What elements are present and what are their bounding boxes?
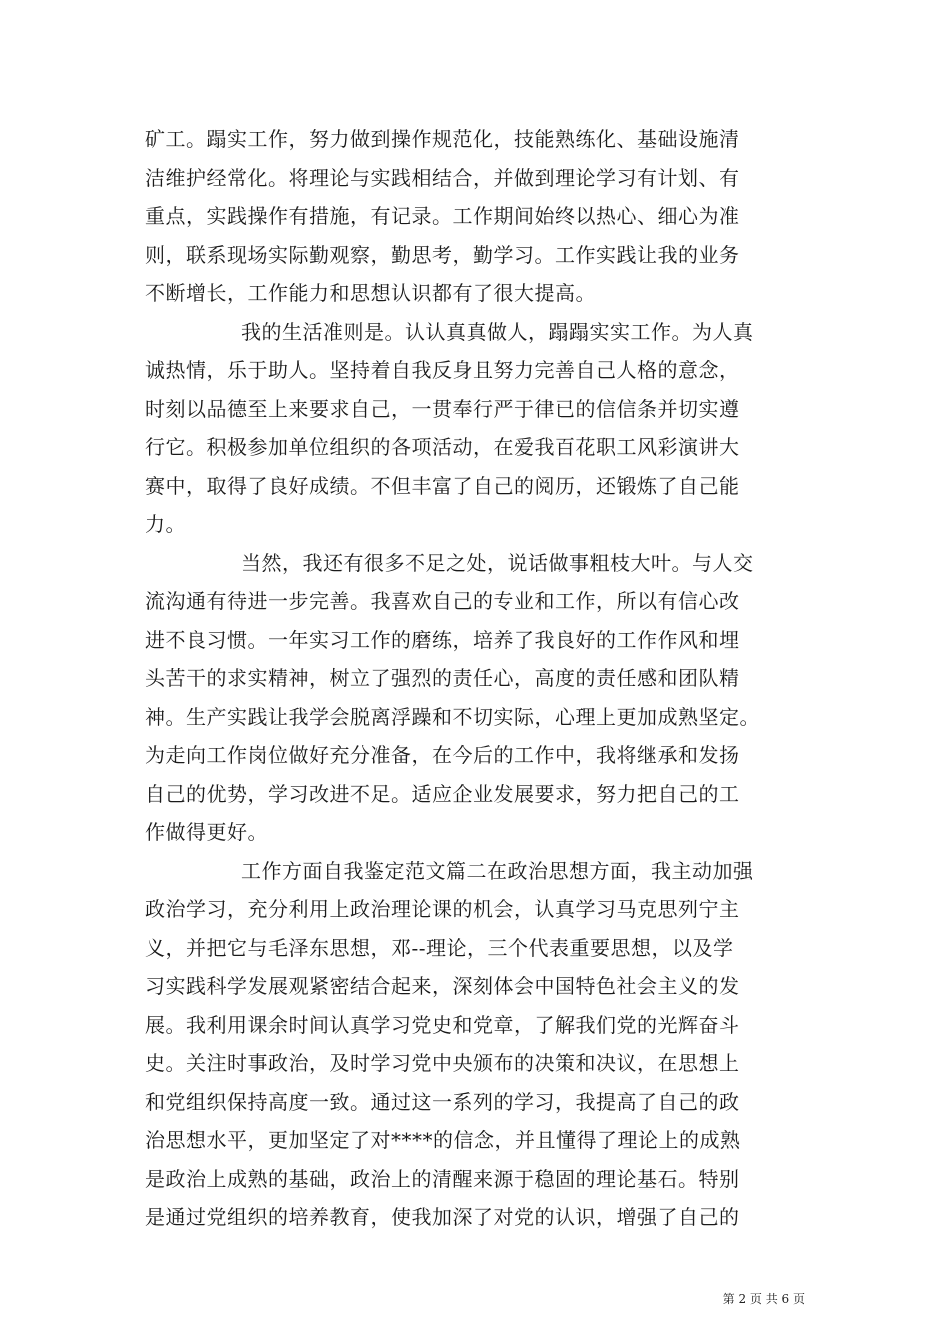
text-line: 诚热情，乐于助人。坚持着自我反身且努力完善自己人格的意念， <box>145 358 740 382</box>
text-line: 是政治上成熟的基础，政治上的清醒来源于稳固的理论基石。特别 <box>145 1166 740 1191</box>
text-line: 行它。积极参加单位组织的各项活动，在爱我百花职工风彩演讲大 <box>145 435 740 459</box>
text-line: 为走向工作岗位做好充分准备，在今后的工作中，我将继承和发扬 <box>145 743 740 767</box>
text-line: 进不良习惯。一年实习工作的磨练，培养了我良好的工作作风和埋 <box>145 627 740 652</box>
text-line: 习实践科学发展观紧密结合起来，深刻体会中国特色社会主义的发 <box>145 974 740 998</box>
text-line: 则，联系现场实际勤观察，勤思考，勤学习。工作实践让我的业务 <box>145 242 740 267</box>
text-line: 洁维护经常化。将理论与实践相结合，并做到理论学习有计划、有 <box>145 165 740 190</box>
text-line: 赛中，取得了良好成绩。不但丰富了自己的阅历，还锻炼了自己能 <box>145 473 740 498</box>
text-line: 流沟通有待进一步完善。我喜欢自己的专业和工作，所以有信心改 <box>145 589 740 613</box>
paragraph-start-line: 工作方面自我鉴定范文篇二在政治思想方面，我主动加强 <box>241 858 754 883</box>
text-line: 矿工。蹋实工作，努力做到操作规范化，技能熟练化、基础设施清 <box>145 127 740 151</box>
text-line: 是通过党组织的培养教育，使我加深了对党的认识，增强了自己的 <box>145 1205 740 1229</box>
text-line: 政治学习，充分利用上政治理论课的机会，认真学习马克思列宁主 <box>145 897 740 921</box>
text-line: 重点，实践操作有措施，有记录。工作期间始终以热心、细心为准 <box>145 204 740 228</box>
paragraph-start-line: 我的生活准则是。认认真真做人，蹋蹋实实工作。为人真 <box>241 319 754 344</box>
paragraph-start-line: 当然，我还有很多不足之处，说话做事粗枝大叶。与人交 <box>241 550 754 575</box>
text-line: 和党组织保持高度一致。通过这一系列的学习，我提高了自己的政 <box>145 1089 740 1114</box>
text-line: 神。生产实践让我学会脱离浮躁和不切实际，心理上更加成熟坚定。 <box>145 704 760 729</box>
text-line: 力。 <box>145 512 186 536</box>
text-line: 不断增长，工作能力和思想认识都有了很大提高。 <box>145 281 596 305</box>
text-line: 头苦干的求实精神，树立了强烈的责任心，高度的责任感和团队精 <box>145 666 740 690</box>
document-body <box>145 120 810 1237</box>
text-line: 治思想水平，更加坚定了对****的信念，并且懂得了理论上的成熟 <box>145 1128 741 1152</box>
text-line: 作做得更好。 <box>145 820 268 844</box>
page-number-footer: 第 2 页 共 6 页 <box>722 1292 805 1306</box>
text-line: 展。我利用课余时间认真学习党史和党章，了解我们党的光辉奋斗 <box>145 1012 740 1037</box>
text-line: 自己的优势，学习改进不足。适应企业发展要求，努力把自己的工 <box>145 781 740 806</box>
text-line: 时刻以品德至上来要求自己，一贯奉行严于律已的信信条并切实遵 <box>145 396 740 421</box>
text-line: 义，并把它与毛泽东思想，邓--理论，三个代表重要思想，以及学 <box>145 935 734 960</box>
text-line: 史。关注时事政治，及时学习党中央颁布的决策和决议，在思想上 <box>145 1051 740 1075</box>
